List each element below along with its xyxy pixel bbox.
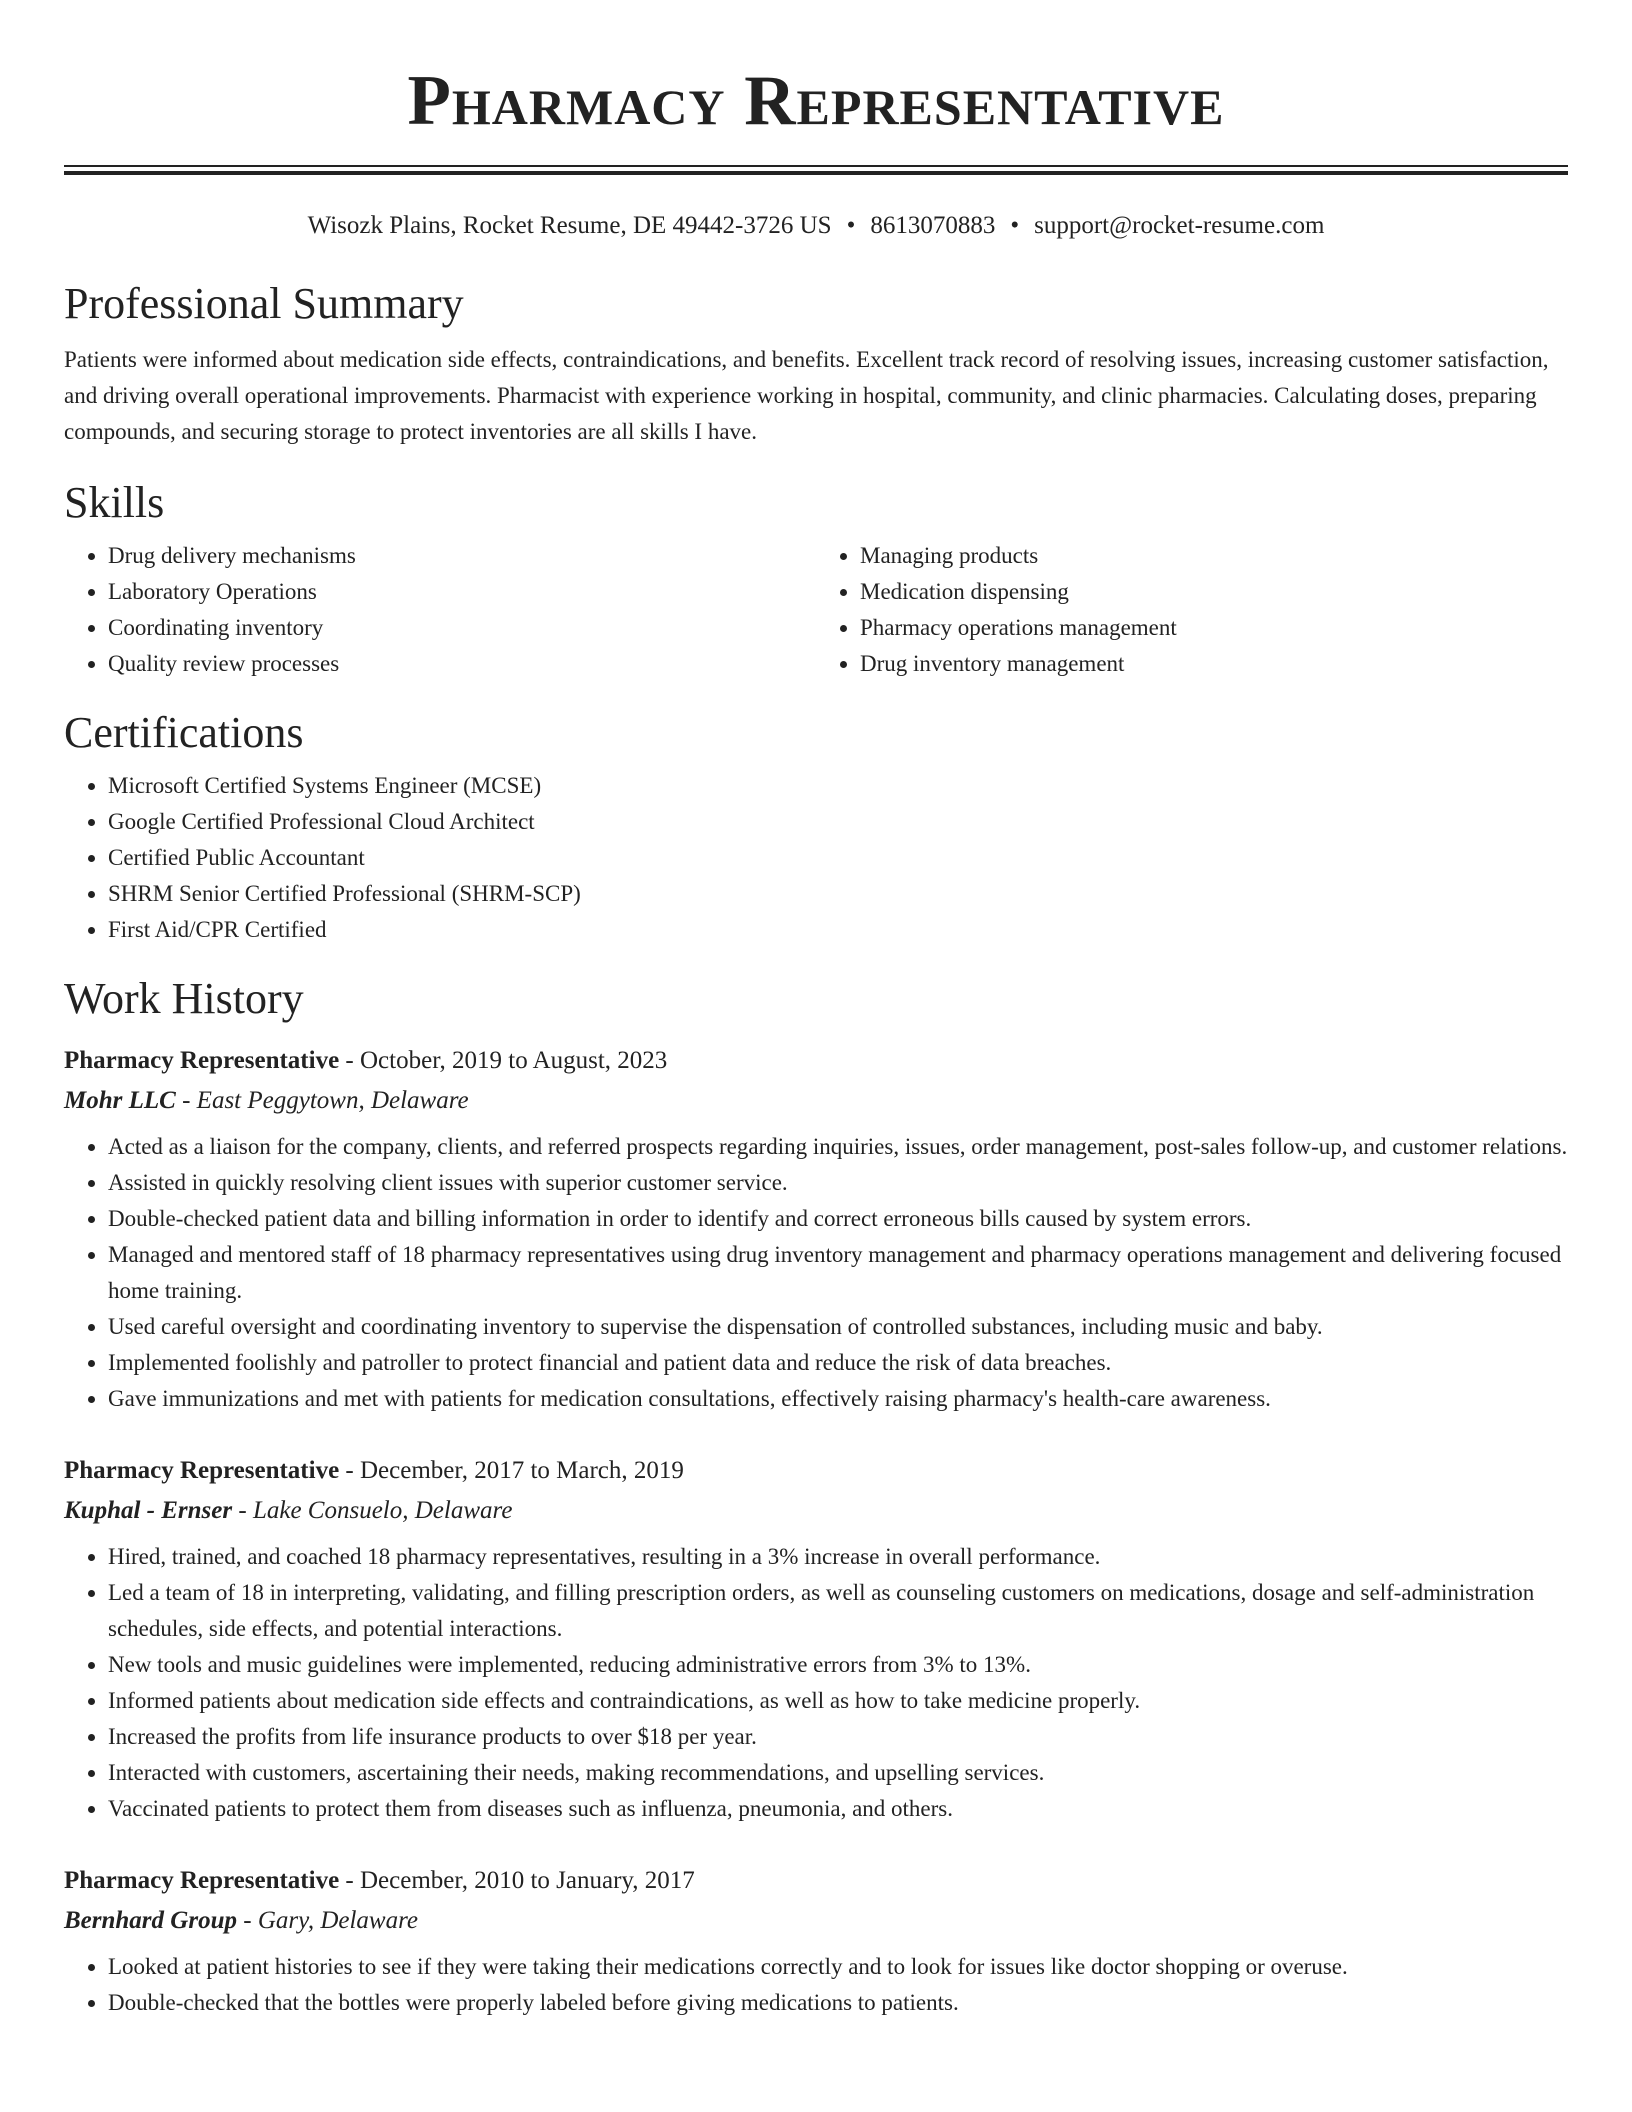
skill-item: • Drug delivery mechanisms: [108, 538, 816, 574]
job-title: Pharmacy Representative: [64, 1867, 340, 1894]
summary-heading: Professional Summary: [64, 279, 464, 328]
certification-item: • Microsoft Certified Systems Engineer (MCSE): [108, 768, 1568, 804]
job-bullet: • Gave immunizations and met with patients for medication consultations, effectively raising pharmacy's health-care awareness.: [108, 1381, 1568, 1417]
resume-content: [64, 0, 1568, 2021]
job-company: Bernhard Group: [64, 1907, 237, 1934]
job-location: Gary, Delaware: [257, 1907, 418, 1934]
job-company-line: Kuphal - Ernser - Lake Consuelo, Delaware: [64, 1497, 513, 1524]
contact-separator: •: [846, 212, 856, 239]
certification-item: • SHRM Senior Certified Professional (SHRM-SCP): [108, 876, 1568, 912]
skill-item: • Laboratory Operations: [108, 574, 816, 610]
job-entry: [64, 1041, 1568, 1417]
certification-item: • Google Certified Professional Cloud Architect: [108, 804, 1568, 840]
certification-item: • First Aid/CPR Certified: [108, 912, 1568, 948]
skill-item: • Medication dispensing: [860, 574, 1568, 610]
job-company-line: Mohr LLC - East Peggytown, Delaware: [64, 1087, 469, 1114]
job-bullet: • Assisted in quickly resolving client issues with superior customer service.: [108, 1165, 1568, 1201]
job-entry: [64, 1451, 1568, 1827]
job-company: Kuphal - Ernser: [64, 1497, 233, 1524]
job-bullets: [64, 1539, 1568, 1827]
job-bullet: • New tools and music guidelines were implemented, reducing administrative errors from 3% to 13%.: [108, 1647, 1568, 1683]
skills-list-right: [816, 538, 1568, 682]
skills-heading: Skills: [64, 478, 165, 527]
page-title: Pharmacy Representative: [407, 62, 1225, 140]
job-dates: December, 2017 to March, 2019: [360, 1457, 684, 1484]
job-company: Mohr LLC: [64, 1087, 176, 1114]
job-bullet: • Implemented foolishly and patroller to protect financial and patient data and reduce the risk of data breaches.: [108, 1345, 1568, 1381]
job-bullet: • Increased the profits from life insurance products to over $18 per year.: [108, 1719, 1568, 1755]
certification-item: • Certified Public Accountant: [108, 840, 1568, 876]
title-divider-thin: [64, 165, 1568, 167]
job-bullet: • Interacted with customers, ascertaining their needs, making recommendations, and upselling services.: [108, 1755, 1568, 1791]
job-title: Pharmacy Representative: [64, 1457, 340, 1484]
job-bullet: • Double-checked patient data and billing information in order to identify and correct erroneous bills caused by system errors.: [108, 1201, 1568, 1237]
contact-address: Wisozk Plains, Rocket Resume, DE 49442-3726 US: [307, 212, 832, 239]
job-bullet: • Used careful oversight and coordinating inventory to supervise the dispensation of controlled substances, including music and baby.: [108, 1309, 1568, 1345]
job-bullet: • Managed and mentored staff of 18 pharmacy representatives using drug inventory management and pharmacy operations management and delivering focused home training.: [108, 1237, 1568, 1309]
work-history-heading: Work History: [64, 974, 304, 1023]
job-location: East Peggytown, Delaware: [196, 1087, 469, 1114]
contact-line: [64, 211, 1568, 241]
certifications-heading: Certifications: [64, 708, 304, 757]
skill-item: • Quality review processes: [108, 646, 816, 682]
contact-email: support@rocket-resume.com: [1034, 212, 1325, 239]
summary-text: Patients were informed about medication side effects, contraindications, and benefits. Excellent track record of resolving issues, increasing customer satisfaction, and driving overall operational improvements. Pharmacist with experience working in hospital, community, and clinic pharmacies. Calculating doses, preparing compounds, and securing storage to protect inventories are all skills I have.: [64, 347, 1549, 444]
job-bullet: • Hired, trained, and coached 18 pharmacy representatives, resulting in a 3% increase in overall performance.: [108, 1539, 1568, 1575]
job-company-line: Bernhard Group - Gary, Delaware: [64, 1907, 418, 1934]
job-title: Pharmacy Representative: [64, 1047, 340, 1074]
contact-phone: 8613070883: [870, 212, 996, 239]
job-bullet: • Vaccinated patients to protect them from diseases such as influenza, pneumonia, and others.: [108, 1791, 1568, 1827]
skill-item: • Pharmacy operations management: [860, 610, 1568, 646]
job-bullet: • Informed patients about medication side effects and contraindications, as well as how to take medicine properly.: [108, 1683, 1568, 1719]
contact-separator: •: [1010, 212, 1020, 239]
job-entry: [64, 1861, 1568, 2021]
skill-item: • Drug inventory management: [860, 646, 1568, 682]
job-bullet: • Acted as a liaison for the company, clients, and referred prospects regarding inquiries, issues, order management, post-sales follow-up, and customer relations.: [108, 1129, 1568, 1165]
skill-item: • Managing products: [860, 538, 1568, 574]
title-divider-thick: [64, 171, 1568, 175]
job-bullet: • Double-checked that the bottles were properly labeled before giving medications to patients.: [108, 1985, 1568, 2021]
job-bullets: [64, 1949, 1568, 2021]
job-title-line: Pharmacy Representative - October, 2019 to August, 2023: [64, 1047, 668, 1074]
job-bullet: • Looked at patient histories to see if they were taking their medications correctly and to look for issues like doctor shopping or overuse.: [108, 1949, 1568, 1985]
skills-columns: [64, 538, 1568, 682]
certifications-list: [64, 768, 1568, 948]
job-title-line: Pharmacy Representative - December, 2010 to January, 2017: [64, 1867, 695, 1894]
job-title-line: Pharmacy Representative - December, 2017 to March, 2019: [64, 1457, 684, 1484]
job-bullets: [64, 1129, 1568, 1417]
job-dates: October, 2019 to August, 2023: [360, 1047, 668, 1074]
job-dates: December, 2010 to January, 2017: [360, 1867, 695, 1894]
job-location: Lake Consuelo, Delaware: [252, 1497, 513, 1524]
skills-list-left: [64, 538, 816, 682]
job-bullet: • Led a team of 18 in interpreting, validating, and filling prescription orders, as well as counseling customers on medications, dosage and self-administration schedules, side effects, and potential interactions.: [108, 1575, 1568, 1647]
skill-item: • Coordinating inventory: [108, 610, 816, 646]
